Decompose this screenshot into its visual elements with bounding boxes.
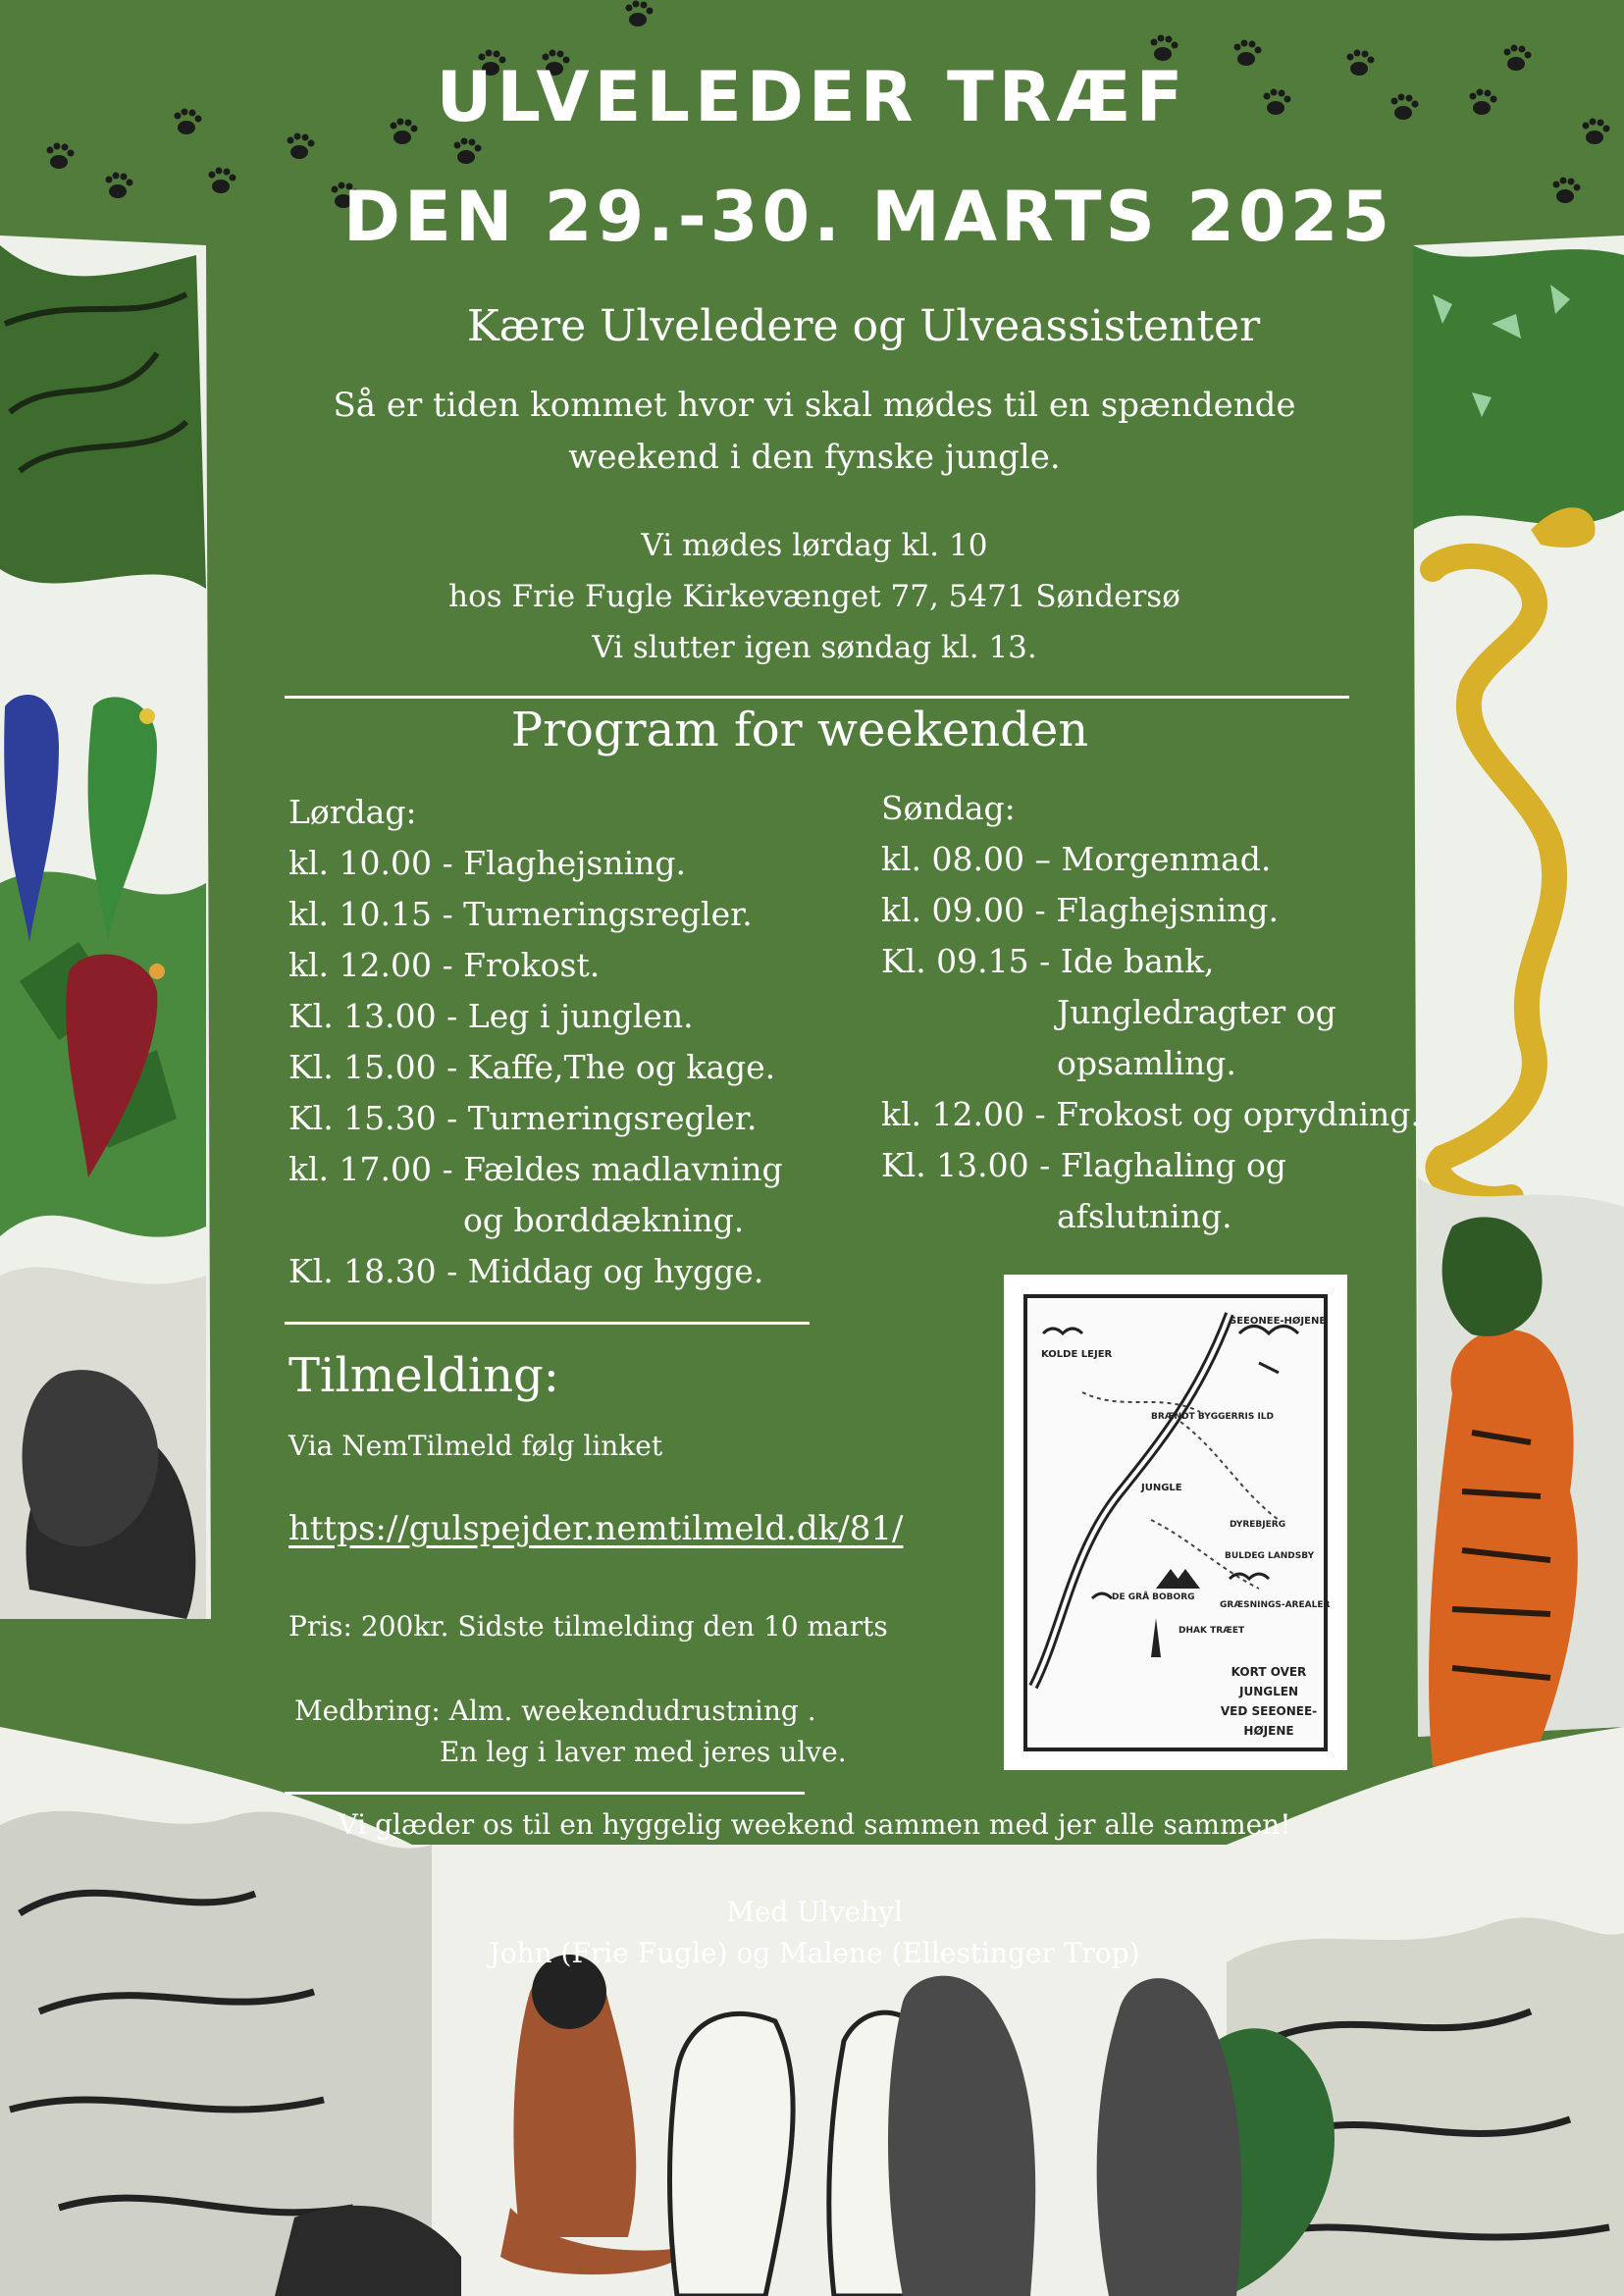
sunday-item: kl. 12.00 - Frokost og oprydning.: [881, 1095, 1421, 1133]
sunday-item: opsamling.: [1057, 1044, 1236, 1082]
saturday-item: kl. 10.00 - Flaghejsning.: [288, 844, 687, 882]
saturday-item: Kl. 18.30 - Middag og hygge.: [288, 1252, 764, 1290]
divider-middle: [285, 1322, 810, 1325]
sunday-item: kl. 09.00 - Flaghejsning.: [881, 891, 1280, 929]
poster-title: ULVELEDER TRÆF: [436, 57, 1188, 137]
closing-names: John (Frie Fugle) og Malene (Ellestinger Trop): [489, 1937, 1140, 1969]
sunday-item: Kl. 09.15 - Ide bank,: [881, 942, 1215, 980]
saturday-item: Kl. 13.00 - Leg i junglen.: [288, 997, 694, 1035]
map-label: GRÆSNINGS-AREALER: [1220, 1600, 1331, 1610]
sunday-item: Jungledragter og: [1057, 993, 1336, 1031]
greeting-heading: Kære Ulveledere og Ulveassistenter: [466, 301, 1261, 351]
saturday-item: Kl. 15.00 - Kaffe,The og kage.: [288, 1048, 776, 1086]
signup-via: Via NemTilmeld følg linket: [288, 1430, 663, 1462]
map-label: KOLDE LEJER: [1041, 1349, 1113, 1360]
map-label: BULDEG LANDSBY: [1225, 1551, 1315, 1561]
right-jungle-icon: [1413, 235, 1624, 1766]
saturday-item: kl. 12.00 - Frokost.: [288, 946, 601, 984]
sunday-item: kl. 08.00 – Morgenmad.: [881, 840, 1272, 878]
closing-line: Vi glæder os til en hyggelig weekend sammen med jer alle sammen!: [338, 1808, 1291, 1841]
map-caption: JUNGLEN: [1239, 1685, 1298, 1698]
map-caption: HØJENE: [1243, 1724, 1294, 1738]
map-caption: VED SEEONEE-: [1220, 1704, 1318, 1718]
sunday-item: afslutning.: [1057, 1197, 1232, 1235]
meeting-line-2: hos Frie Fugle Kirkevænget 77, 5471 Søndersø: [448, 579, 1180, 614]
meeting-line-3: Vi slutter igen søndag kl. 13.: [592, 630, 1037, 665]
signup-heading: Tilmelding:: [288, 1348, 559, 1403]
map-caption: KORT OVER: [1231, 1665, 1307, 1679]
map-label: DYREBJERG: [1230, 1520, 1286, 1530]
saturday-label: Lørdag:: [288, 793, 417, 831]
saturday-item: kl. 17.00 - Fældes madlavning: [288, 1150, 783, 1188]
signup-price: Pris: 200kr. Sidste tilmelding den 10 marts: [288, 1610, 888, 1643]
divider-top: [285, 696, 1349, 699]
sunday-item: Kl. 13.00 - Flaghaling og: [881, 1146, 1286, 1184]
map-label: DHAK TRÆET: [1179, 1626, 1245, 1636]
divider-bottom: [285, 1792, 805, 1795]
meeting-line-1: Vi mødes lørdag kl. 10: [641, 528, 988, 563]
map-label: DE GRÅ BOBORG: [1112, 1592, 1195, 1602]
intro-line-2: weekend i den fynske jungle.: [568, 438, 1061, 477]
saturday-item: Kl. 15.30 - Turneringsregler.: [288, 1099, 758, 1137]
closing-regards: Med Ulvehyl: [726, 1896, 903, 1928]
map-label: BRÆNDT BYGGERRIS ILD: [1151, 1412, 1275, 1422]
map-label: JUNGLE: [1141, 1483, 1182, 1493]
program-heading: Program for weekenden: [510, 703, 1089, 757]
jungle-map: [1004, 1275, 1347, 1770]
saturday-item: og borddækning.: [463, 1201, 745, 1239]
intro-line-1: Så er tiden kommet hvor vi skal mødes til en spændende: [333, 386, 1296, 425]
map-label: SEEONEE-HØJENE: [1230, 1316, 1327, 1327]
bring-line-1: Medbring: Alm. weekendudrustning .: [294, 1695, 816, 1727]
sunday-label: Søndag:: [881, 789, 1016, 827]
signup-link[interactable]: https://gulspejder.nemtilmeld.dk/81/: [288, 1509, 904, 1548]
left-jungle-icon: [0, 235, 211, 1619]
bring-line-2: En leg i laver med jeres ulve.: [440, 1736, 847, 1768]
saturday-item: kl. 10.15 - Turneringsregler.: [288, 895, 753, 933]
poster-date-title: DEN 29.-30. MARTS 2025: [342, 177, 1394, 257]
